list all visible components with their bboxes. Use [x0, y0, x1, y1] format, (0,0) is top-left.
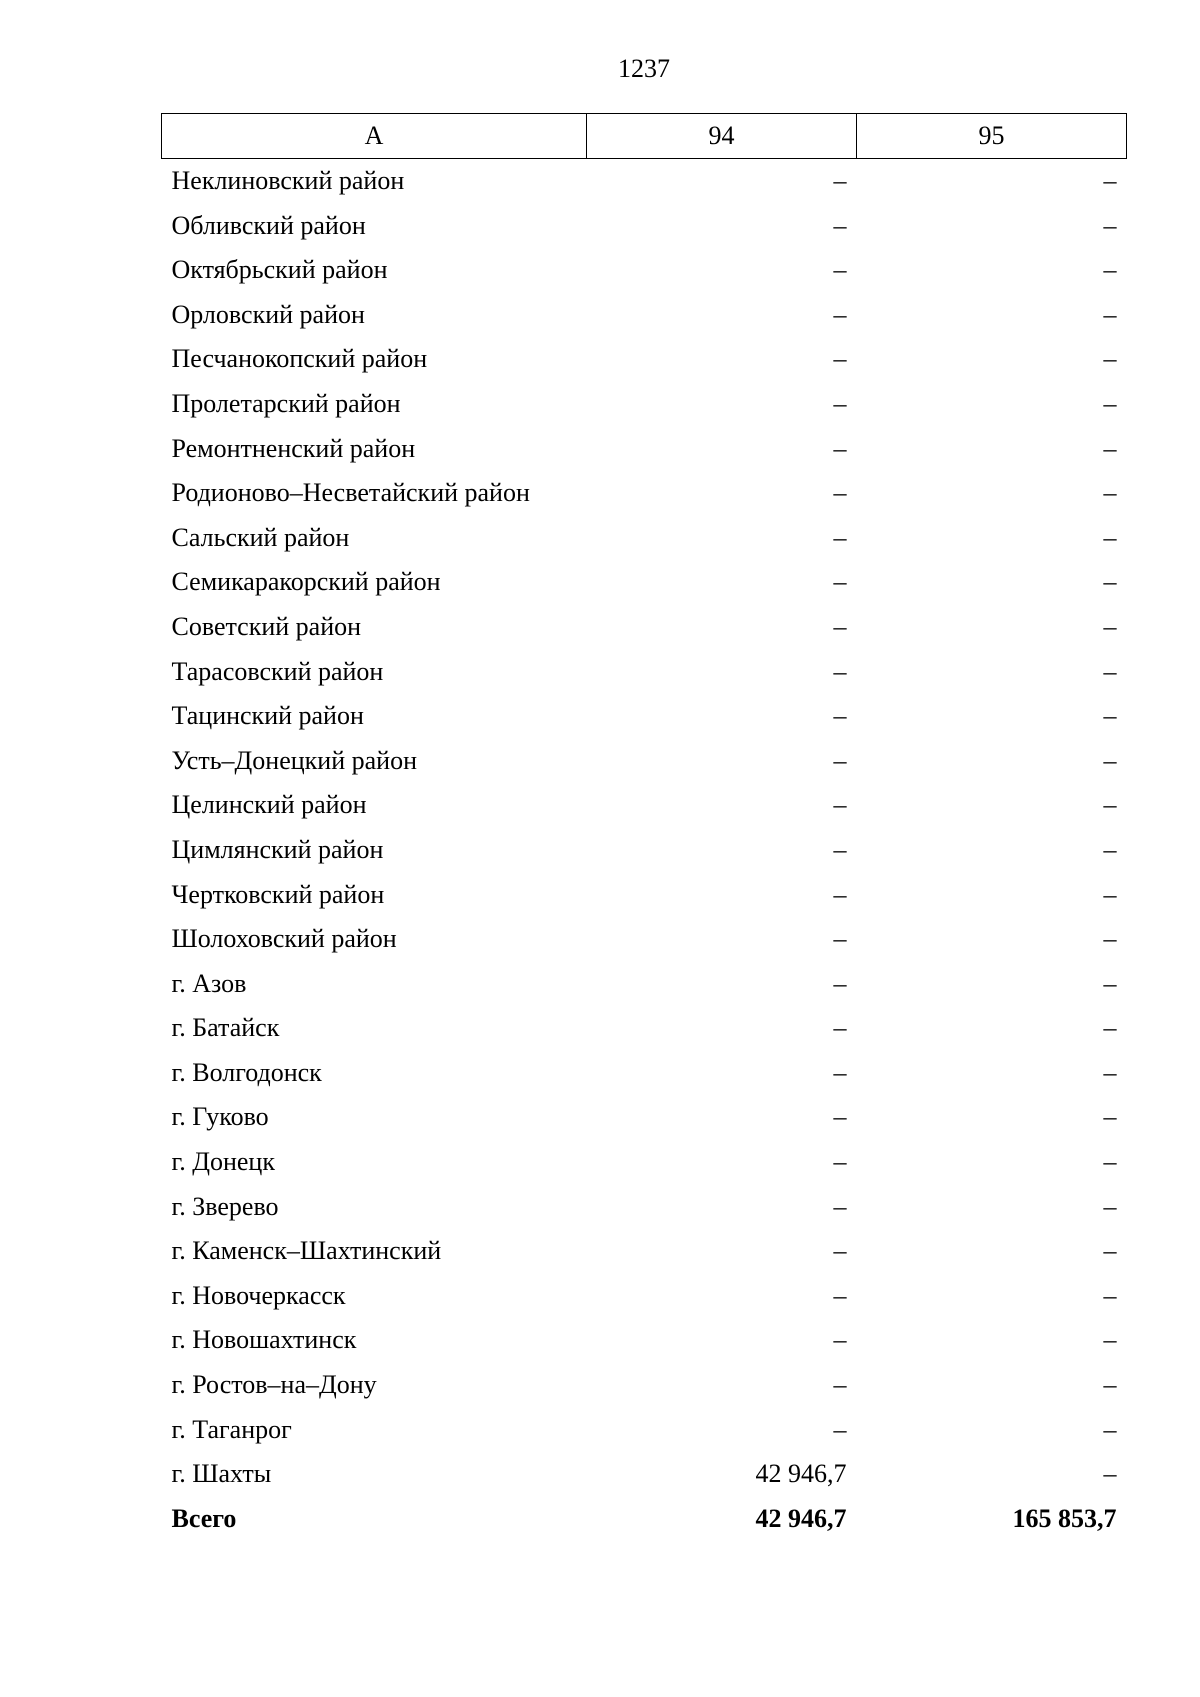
table-row [162, 650, 1127, 695]
row-value-95-cell: – [1103, 701, 1117, 731]
row-name-cell: Октябрьский район [171, 255, 388, 285]
table-row [162, 1229, 1127, 1274]
row-value-95-cell: – [1103, 1102, 1117, 1132]
row-value-94-cell: – [833, 255, 847, 285]
table-row [162, 516, 1127, 561]
row-value-94-cell: – [833, 1013, 847, 1043]
row-name-cell: Обливский район [171, 210, 366, 240]
row-value-94-cell: – [833, 344, 847, 374]
row-value-94-cell: – [833, 299, 847, 329]
row-value-95-cell: – [1103, 1013, 1117, 1043]
row-value-95-cell: – [1103, 1414, 1117, 1444]
row-value-94-cell: – [833, 1191, 847, 1221]
row-value-95-cell: – [1103, 1370, 1117, 1400]
row-value-95-cell: – [1103, 1236, 1117, 1266]
row-value-95-cell: – [1103, 522, 1117, 552]
row-value-94-cell: – [833, 388, 847, 418]
table-body [162, 159, 1127, 1542]
table-row [162, 293, 1127, 338]
total-value-94-cell: 42 946,7 [755, 1503, 847, 1533]
row-name-cell: г. Новочеркасск [171, 1280, 346, 1310]
row-value-94-cell: – [833, 522, 847, 552]
row-name-cell: г. Батайск [171, 1013, 280, 1043]
table-row [162, 828, 1127, 873]
row-value-95-cell: – [1103, 745, 1117, 775]
row-name-cell: Неклиновский район [171, 166, 405, 195]
row-value-95-cell: – [1103, 656, 1117, 686]
row-value-95-cell: – [1103, 433, 1117, 463]
row-value-94-cell: – [833, 656, 847, 686]
table-row [162, 159, 1127, 204]
row-name-cell: г. Волгодонск [171, 1057, 322, 1087]
table-row [162, 471, 1127, 516]
header-row [162, 114, 1127, 159]
row-value-94-cell: – [833, 701, 847, 731]
table-row [162, 694, 1127, 739]
row-value-95-cell: – [1103, 388, 1117, 418]
row-value-94-cell: – [833, 1414, 847, 1444]
row-name-cell: г. Азов [171, 968, 247, 998]
row-name-cell: г. Таганрог [171, 1414, 292, 1444]
row-name-cell: Орловский район [171, 299, 365, 329]
row-value-94-cell: – [833, 879, 847, 909]
row-value-94-cell: – [833, 210, 847, 240]
row-value-94-cell: – [833, 968, 847, 998]
row-value-95-cell: – [1103, 567, 1117, 597]
table-row [162, 248, 1127, 293]
row-name-cell: г. Каменск–Шахтинский [171, 1236, 442, 1266]
page-number: 1237 [618, 54, 670, 83]
row-value-95-cell: – [1103, 299, 1117, 329]
row-value-94-cell: – [833, 1280, 847, 1310]
table-row [162, 1452, 1127, 1497]
row-name-cell: Целинский район [171, 790, 367, 820]
table-row [162, 1185, 1127, 1230]
table-row [162, 382, 1127, 427]
row-name-cell: Семикаракорский район [171, 567, 441, 597]
table-row [162, 1318, 1127, 1363]
row-value-94-cell: – [833, 478, 847, 508]
row-name-cell: Тацинский район [171, 701, 364, 731]
header-cell-94: 94 [587, 114, 857, 159]
row-value-94-cell: 42 946,7 [755, 1459, 847, 1489]
row-value-94-cell: – [833, 924, 847, 954]
row-value-94-cell: – [833, 790, 847, 820]
row-value-95-cell: – [1103, 611, 1117, 641]
row-name-cell: Советский район [171, 611, 362, 641]
table-row [162, 873, 1127, 918]
row-name-cell: Песчанокопский район [171, 344, 428, 374]
row-value-95-cell: – [1103, 1147, 1117, 1177]
row-value-94-cell: – [833, 745, 847, 775]
row-value-95-cell: – [1103, 478, 1117, 508]
table-row [162, 560, 1127, 605]
row-value-94-cell: – [833, 1370, 847, 1400]
total-name-cell: Всего [171, 1503, 237, 1533]
row-name-cell: г. Донецк [171, 1147, 275, 1177]
row-name-cell: Чертковский район [171, 879, 385, 909]
row-value-95-cell: – [1103, 1057, 1117, 1087]
table-row [162, 739, 1127, 784]
row-value-94-cell: – [833, 1147, 847, 1177]
row-value-95-cell: – [1103, 166, 1117, 195]
table-row [162, 1051, 1127, 1096]
table-row [162, 962, 1127, 1007]
row-name-cell: г. Шахты [171, 1459, 272, 1489]
table-row [162, 1408, 1127, 1453]
table-row [162, 783, 1127, 828]
data-table [161, 113, 1127, 1541]
row-value-95-cell: – [1103, 344, 1117, 374]
row-value-94-cell: – [833, 1325, 847, 1355]
row-value-95-cell: – [1103, 790, 1117, 820]
row-value-95-cell: – [1103, 968, 1117, 998]
header-cell-95: 95 [857, 114, 1127, 159]
row-value-94-cell: – [833, 611, 847, 641]
row-value-95-cell: – [1103, 1325, 1117, 1355]
row-name-cell: Цимлянский район [171, 834, 384, 864]
row-value-95-cell: – [1103, 1459, 1117, 1489]
row-value-94-cell: – [833, 1057, 847, 1087]
row-name-cell: Усть–Донецкий район [171, 745, 417, 775]
row-value-94-cell: – [833, 166, 847, 195]
table-header [162, 114, 1127, 159]
table-row [162, 204, 1127, 249]
row-value-94-cell: – [833, 433, 847, 463]
row-name-cell: Ремонтненский район [171, 433, 416, 463]
table-row [162, 1363, 1127, 1408]
table-row [162, 605, 1127, 650]
table-row [162, 1274, 1127, 1319]
row-name-cell: Сальский район [171, 522, 350, 552]
row-value-94-cell: – [833, 834, 847, 864]
row-value-94-cell: – [833, 567, 847, 597]
total-row [162, 1497, 1127, 1542]
row-value-95-cell: – [1103, 255, 1117, 285]
row-value-95-cell: – [1103, 1280, 1117, 1310]
row-name-cell: г. Ростов–на–Дону [171, 1370, 377, 1400]
row-name-cell: г. Новошахтинск [171, 1325, 357, 1355]
table-row [162, 337, 1127, 382]
row-value-95-cell: – [1103, 834, 1117, 864]
row-value-95-cell: – [1103, 210, 1117, 240]
row-value-94-cell: – [833, 1236, 847, 1266]
row-name-cell: г. Зверево [171, 1191, 279, 1221]
table-row [162, 427, 1127, 472]
table-row [162, 1140, 1127, 1185]
row-name-cell: Тарасовский район [171, 656, 384, 686]
row-name-cell: Пролетарский район [171, 388, 401, 418]
row-name-cell: Родионово–Несветайский район [171, 478, 530, 508]
table-row [162, 917, 1127, 962]
header-cell-a: А [162, 114, 587, 159]
row-name-cell: Шолоховский район [171, 924, 397, 954]
total-value-95-cell: 165 853,7 [1012, 1503, 1117, 1533]
row-value-95-cell: – [1103, 1191, 1117, 1221]
row-value-95-cell: – [1103, 924, 1117, 954]
table-row [162, 1006, 1127, 1051]
row-name-cell: г. Гуково [171, 1102, 269, 1132]
row-value-95-cell: – [1103, 879, 1117, 909]
row-value-94-cell: – [833, 1102, 847, 1132]
table-row [162, 1095, 1127, 1140]
